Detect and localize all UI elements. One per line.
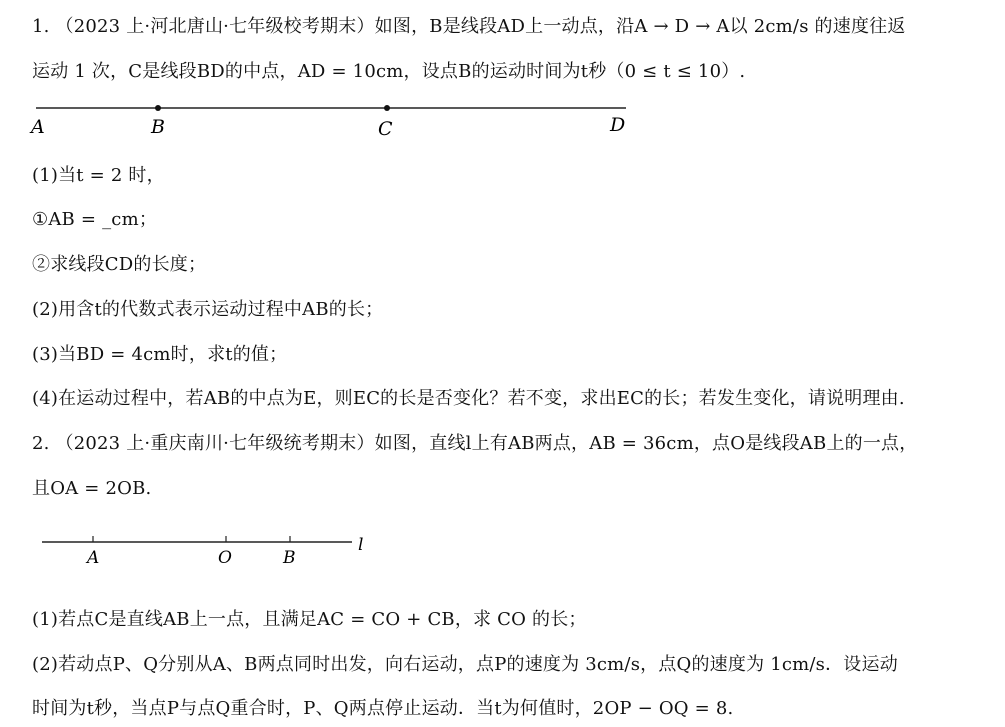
p2-figure	[0, 530, 400, 575]
p1-line-7: (3)当BD = 4cm时，求t的值；	[32, 344, 288, 365]
p1-line-6: (2)用含t的代数式表示运动过程中AB的长；	[32, 299, 384, 320]
p2-line-5: 时间为t秒，当点P与点Q重合时，P、Q两点停止运动．当t为何值时，2OP − OQ = 8.	[32, 698, 734, 719]
p1-label-D: D	[610, 114, 626, 136]
p2-line-2: 且OA = 2OB.	[32, 478, 152, 499]
p1-point-B	[155, 105, 161, 111]
p1-line-1: 1. （2023 上·河北唐山·七年级校考期末）如图，B是线段AD上一动点，沿A → D → A以 2cm/s 的速度往返	[32, 16, 906, 37]
p1-label-A: A	[31, 116, 45, 138]
p1-line-3: (1)当t = 2 时，	[32, 165, 165, 186]
p1-label-C: C	[378, 118, 393, 140]
p1-point-C	[384, 105, 390, 111]
p2-label-B: B	[283, 548, 296, 568]
p1-line-4: ①AB = _cm；	[32, 209, 158, 230]
p2-line-1: 2. （2023 上·重庆南川·七年级统考期末）如图，直线l上有AB两点，AB = 36cm，点O是线段AB上的一点，	[32, 433, 918, 454]
p1-figure	[0, 95, 640, 145]
p1-label-B: B	[151, 116, 165, 138]
p2-label-A: A	[87, 548, 100, 568]
p1-line-5: ②求线段CD的长度；	[32, 254, 207, 275]
p2-label-l: l	[358, 535, 364, 555]
p1-line-2: 运动 1 次，C是线段BD的中点，AD = 10cm，设点B的运动时间为t秒（0 ≤ t ≤ 10）.	[32, 61, 746, 82]
p2-line-3: (1)若点C是直线AB上一点，且满足AC = CO + CB，求 CO 的长；	[32, 609, 587, 630]
p1-line-8: (4)在运动过程中，若AB的中点为E，则EC的长是否变化？若不变，求出EC的长；若发生变化，请说明理由.	[32, 388, 905, 409]
p2-label-O: O	[218, 548, 232, 568]
p2-line-4: (2)若动点P、Q分别从A、B两点同时出发，向右运动，点P的速度为 3cm/s，点Q的速度为 1cm/s．设运动	[32, 654, 898, 675]
